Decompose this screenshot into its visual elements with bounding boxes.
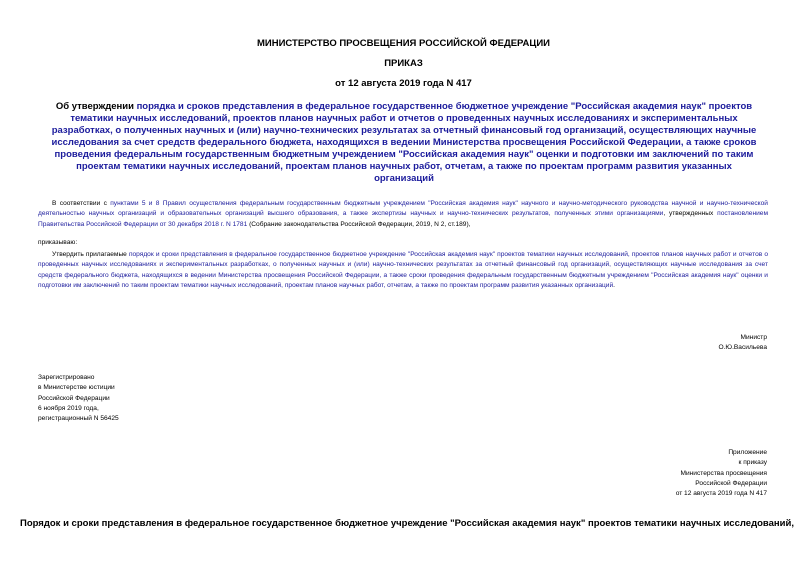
registration-line: регистрационный N 56425 [38,415,119,423]
registration-line: 6 ноября 2019 года, [38,404,99,412]
appendix-line: от 12 августа 2019 года N 417 [675,490,767,498]
signatory-name: О.Ю.Васильева [718,344,767,352]
title-link[interactable]: порядка и сроков представления в федеральное государственное бюджетное учреждение "Российская академия наук" проектов тематики научных исследований, проектов планов научных работ и отчетов о проведенных научных исследованиях и экспериментальных разработках, о полученных научных и (или) научно-технических результатах за отчетный финансовый год организаций, осуществляющих научные исследования за счет средств федерального бюджета, находящихся в ведении Министерства просвещения Российской Федерации, а также сроков проведения федеральным государственным бюджетным учреждением "Российская академия наук" оценки и подготовки им заключений по таким проектам тематики научных исследований, проектам планов научных работ, отчетам, а также по проектам программ развития указанных организаций [51,101,757,184]
order-title [45,101,763,185]
preamble-text-2: , утвержденных [663,210,718,218]
signatory-position: Министр [740,334,767,341]
appendix-line: Приложение [728,449,767,456]
registration-line: в Министерстве юстиции [38,384,115,392]
decision-text-2: . [613,281,615,289]
appendix-line: Российской Федерации [695,479,767,487]
appendix-line: к приказу [738,459,767,467]
order-directive: приказываю: [38,239,78,246]
document-type: ПРИКАЗ [384,58,423,69]
order-date-number: от 12 августа 2019 года N 417 [335,78,472,89]
decision-paragraph [38,250,768,291]
preamble-text-3: (Собрание законодательства Российской Федерации, 2019, N 2, ст.189), [247,220,471,228]
appendix-title: Порядок и сроки представления в федеральное государственное бюджетное учреждение "Российская академия наук" проектов тематики научных исследований, [20,518,794,529]
ministry-name: МИНИСТЕРСТВО ПРОСВЕЩЕНИЯ РОССИЙСКОЙ ФЕДЕРАЦИИ [256,38,551,49]
registration-line: Российской Федерации [38,394,110,402]
rules-link[interactable]: пунктами 5 и 8 Правил осуществления федеральным государственным бюджетным учреждением "Российская академия наук" научного и научно-методического руководства научной и научно-технической деятельностью научных организаций и образовательных организаций высшего образования, а также экспертизы научных и научно-технических результатов, полученных этими организациями [38,200,768,218]
resolution-link[interactable]: постановлением Правительства Российской Федерации от 30 декабря 2018 г. N 1781 [38,210,768,228]
registration-block [38,373,119,424]
registration-line: Зарегистрировано [38,374,95,381]
title-prefix: Об утверждении [55,101,137,112]
signature-block [718,333,767,354]
decision-text-1: Утвердить прилагаемые [52,251,129,258]
appendix-reference [676,448,767,499]
appendix-line: Министерства просвещения [680,469,767,477]
preamble-paragraph [38,199,768,230]
procedure-link[interactable]: порядок и сроки представления в федеральное государственное бюджетное учреждение "Российская академия наук" проектов тематики научных исследований, проектов планов научных работ и отчетов о проведенных научных исследованиях и экспериментальных разработках, о полученных научных и (или) научно-технических результатах за отчетный финансовый год организаций, осуществляющих научные исследования за счет средств федерального бюджета, находящихся в ведении Министерства просвещения Российской Федерации, а также сроки проведения федеральным государственным бюджетным учреждением "Российская академия наук" оценки и подготовки им заключений по таким проектам тематики научных исследований, проектам планов научных работ, отчетам, а также по проектам программ развития указанных организаций [38,251,768,289]
preamble-text-1: В соответствии с [52,200,111,207]
